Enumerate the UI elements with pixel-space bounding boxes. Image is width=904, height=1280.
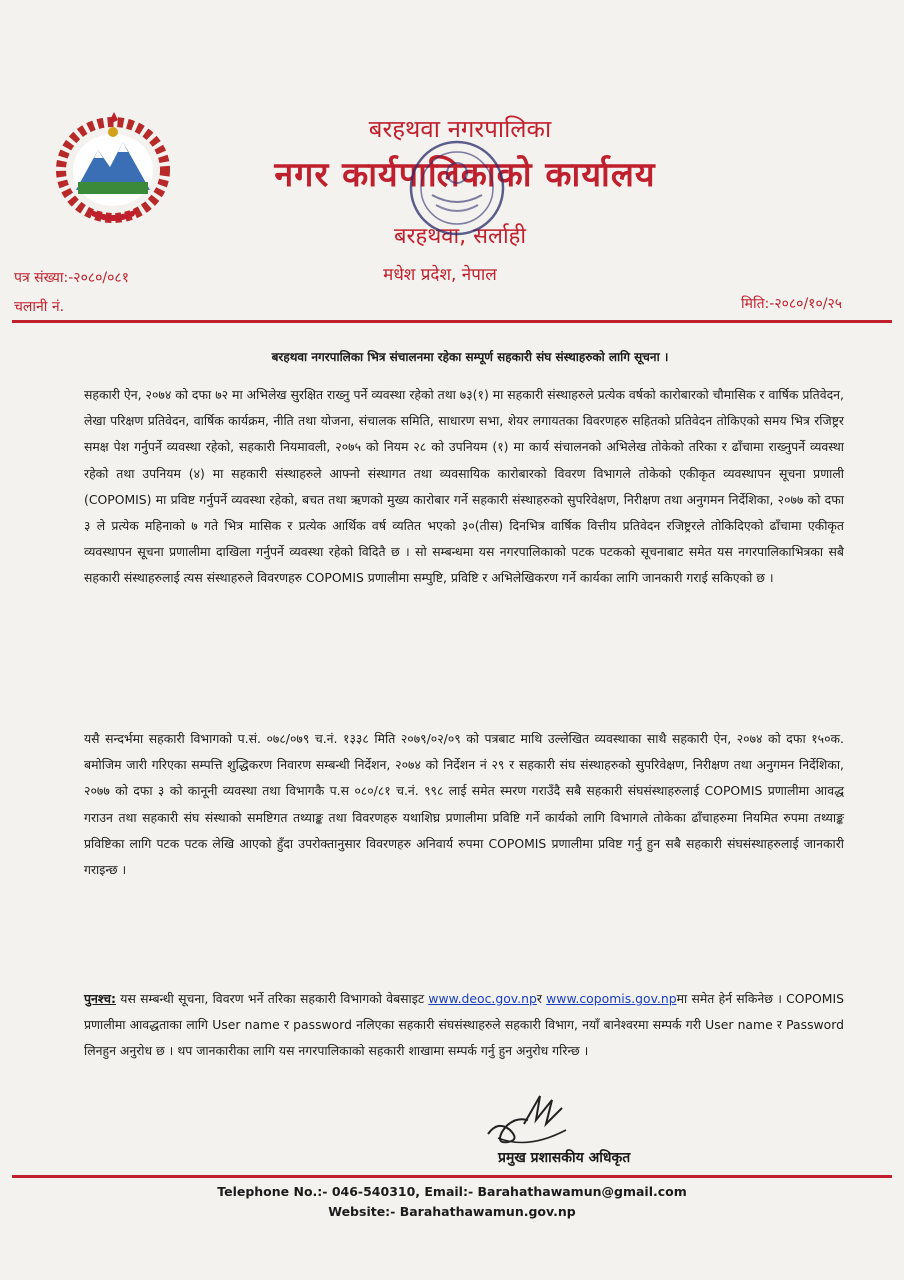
- office-name: नगर कार्यपालिकाको कार्यालय: [274, 155, 656, 195]
- letter-reference-number: पत्र संख्या:-२०८०/०८१: [14, 270, 129, 286]
- official-stamp: [402, 133, 512, 243]
- postscript-text-c: मा समेत हेर्न सकिनेछ । COPOMIS प्रणालीमा आवद्धताका लागि User name र password नलिएका सहकारी संघसंस्थाहरुले सहकारी विभाग, नयाँ बानेश्वरमा सम्पर्क गरी User name र Password लिनहुन अनुरोध छ । थप जानकारीका लागि यस नगरपालिकाको सहकारी शाखामा सम्पर्क गर्नु हुन अनुरोध गरिन्छ ।: [84, 991, 844, 1059]
- postscript-text-b: र: [536, 991, 547, 1006]
- letter-date: मिति:-२०८०/१०/२५: [740, 296, 842, 312]
- body-paragraph-2: यसै सन्दर्भमा सहकारी विभागको प.सं. ०७८/०७९ च.नं. १३३८ मिति २०७९/०२/०९ को पत्रबाट माथि उल्लेखित व्यवस्थाका साथै सहकारी ऐन, २०७४ को दफा १५०क. बमोजिम जारी गरिएका सम्पत्ति शुद्धिकरण निवारण सम्बन्धी निर्देशन, २०७४ को निर्देशन नं २९ र सहकारी संघ संस्थाहरुको सुपरिवेक्षण, निरीक्षण तथा अनुगमन निर्देशिका, २०७७ को दफा ३ को कानूनी व्यवस्था तथा विभागकै प.स ०८०/८१ च.नं. ९९८ लाई समेत स्मरण गराउँदै सबै सहकारी संघसंस्थाहरुलाई COPOMIS प्रणालीमा आवद्ध गराउन तथा सहकारी संघ संस्थाको समष्टिगत तथ्याङ्क तथा विवरणहरु यथाशिघ्र प्रणालीमा प्रविष्टि गर्ने कार्यको लागि विभागले तोकेका ढाँचाहरुमा नियमित रुपमा तथ्याङ्क प्रविष्टिका लागि पटक पटक लेखि आएको हुँदा उपरोक्तानुसार विवरणहरु अनिवार्य रुपमा COPOMIS प्रणालीमा प्रविष्ट गर्नु हुन सबै सहकारी संघसंस्थाहरुलाई जानकारी गराइन्छ ।: [84, 731, 844, 878]
- notice-subject: बरहथवा नगरपालिका भित्र संचालनमा रहेका सम्पूर्ण सहकारी संघ संस्थाहरुको लागि सूचना ।: [271, 350, 669, 364]
- municipality-name: बरहथवा नगरपालिका: [368, 115, 552, 143]
- footer-contact: Telephone No.:- 046-540310, Email:- Barahathawamun@gmail.com: [217, 1184, 687, 1199]
- footer-divider: [12, 1175, 892, 1178]
- footer-website: Website:- Barahathawamun.gov.np: [328, 1204, 576, 1219]
- postscript-paragraph: [84, 986, 844, 1065]
- office-location: बरहथवा, सर्लाही: [393, 224, 527, 249]
- postscript-label: पुनश्च:: [84, 991, 117, 1006]
- signatory-title: प्रमुख प्रशासकीय अधिकृत: [498, 1150, 631, 1166]
- copomis-website-link[interactable]: www.copomis.gov.np: [546, 991, 677, 1006]
- nepal-emblem-icon: [48, 112, 178, 227]
- handwritten-signature: [478, 1090, 578, 1152]
- body-paragraph-1: सहकारी ऐन, २०७४ को दफा ७२ मा अभिलेख सुरक्षित राख्नु पर्ने व्यवस्था रहेको तथा ७३(१) मा सहकारी संस्थाहरुले प्रत्येक वर्षको कारोबारको चौमासिक र वार्षिक प्रतिवेदन, लेखा परिक्षण प्रतिवेदन, वार्षिक कार्यक्रम, नीति तथा योजना, संचालक समिति, साधारण सभा, शेयर लगायतका विवरणहरु सहितको प्रतिवेदन तोकिएको समय भित्र रजिष्ट्रर समक्ष पेश गर्नुपर्ने व्यवस्था रहेको, सहकारी नियमावली, २०७५ को नियम २८ को उपनियम (१) मा कार्य संचालनको अभिलेख तोकेको तरिका र ढाँचामा राख्नुपर्ने व्यवस्था रहेको तथा उपनियम (४) मा सहकारी संस्थाहरुले आफ्नो संस्थागत तथा व्यवसायिक कारोबारको विवरण विभागले तोकेको एकीकृत व्यवस्थापन सूचना प्रणाली (COPOMIS) मा प्रविष्ट गर्नुपर्ने व्यवस्था रहेको, बचत तथा ऋणको मुख्य कारोबार गर्ने सहकारी संस्थाहरुको सुपरिवेक्षण, निरीक्षण तथा अनुगमन निर्देशिका, २०७७ को दफा ३ ले प्रत्येक महिनाको ७ गते भित्र मासिक र प्रत्येक आर्थिक वर्ष व्यतित भएको ३०(तीस) दिनभित्र वार्षिक वित्तीय प्रतिवेदन रजिष्ट्ररले तोकिदिएको ढाँचामा एकीकृत व्यवस्थापन सूचना प्रणालीमा दाखिला गर्नुपर्ने व्यवस्था रहेको विदितै छ । सो सम्बन्धमा यस नगरपालिकाको पटक पटकको सूचनाबाट समेत यस नगरपालिकाभित्रका सबै सहकारी संस्थाहरुलाई त्यस संस्थाहरुले विवरणहरु COPOMIS प्रणालीमा सम्पुष्टि, प्रविष्टि र अभिलेखिकरण गर्ने कार्यका लागि जानकारी गराई सकिएको छ ।: [84, 387, 844, 586]
- header-divider: [12, 320, 892, 323]
- province-country: मधेश प्रदेश, नेपाल: [383, 265, 497, 285]
- postscript-text-a: यस सम्बन्धी सूचना, विवरण भर्ने तरिका सहकारी विभागको वेबसाइट: [116, 991, 429, 1006]
- dispatch-number: चलानी नं.: [14, 299, 65, 315]
- deoc-website-link[interactable]: www.deoc.gov.np: [428, 991, 537, 1006]
